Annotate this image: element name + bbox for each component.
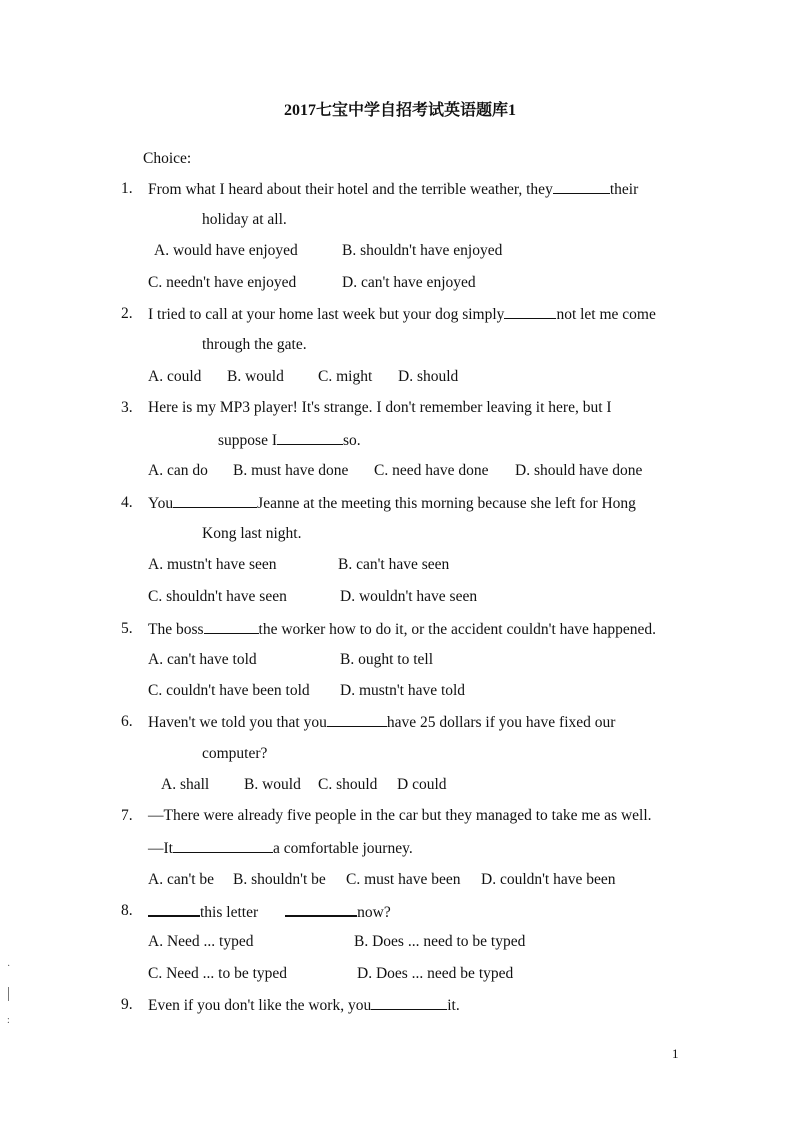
stem-continuation: holiday at all. xyxy=(202,211,287,228)
question-number: 2. xyxy=(121,305,133,322)
option-b: B. can't have seen xyxy=(338,556,450,573)
option-a: A. can do xyxy=(148,462,208,479)
option-d: D. couldn't have been xyxy=(481,871,616,888)
option-a: A. could xyxy=(148,368,202,385)
stem-part: The boss xyxy=(148,621,204,638)
option-b: B. must have done xyxy=(233,462,349,479)
option-b: B. would xyxy=(244,776,301,793)
question-text xyxy=(148,304,656,325)
stem-continuation: Kong last night. xyxy=(202,525,302,542)
option-b: B. shouldn't have enjoyed xyxy=(342,242,503,259)
stem-part: From what I heard about their hotel and the terrible weather, they xyxy=(148,181,553,198)
answer-blank xyxy=(327,712,387,727)
question-text: —There were already five people in the car but they managed to take me as well. xyxy=(148,807,652,824)
option-c: C. need have done xyxy=(374,462,489,479)
stem-part: the worker how to do it, or the accident couldn't have happened. xyxy=(258,621,657,638)
question-number: 4. xyxy=(121,494,133,511)
answer-blank xyxy=(371,995,447,1010)
option-b: B. ought to tell xyxy=(340,651,433,668)
answer-blank xyxy=(148,901,200,917)
option-d: D. can't have enjoyed xyxy=(342,274,476,291)
option-d: D. mustn't have told xyxy=(340,682,466,699)
question-text xyxy=(148,179,638,200)
answer-blank xyxy=(285,901,357,917)
option-c: C. should xyxy=(318,776,378,793)
option-b: B. Does ... need to be typed xyxy=(354,933,526,950)
stem-part: have 25 dollars if you have fixed our xyxy=(386,714,616,731)
stem-part: this letter xyxy=(200,904,259,921)
question-number: 3. xyxy=(121,399,133,416)
option-c: C. might xyxy=(318,368,373,385)
option-d: D could xyxy=(397,776,447,793)
stem-part: suppose I xyxy=(218,432,277,449)
question-text: Here is my MP3 player! It's strange. I don't remember leaving it here, but I xyxy=(148,399,612,416)
option-c: C. shouldn't have seen xyxy=(148,588,287,605)
option-b: B. would xyxy=(227,368,284,385)
stem-part: You xyxy=(148,495,174,512)
option-c: C. Need ... to be typed xyxy=(148,965,288,982)
answer-blank xyxy=(173,838,273,853)
option-a: A. shall xyxy=(161,776,210,793)
stem-part: now? xyxy=(357,904,391,921)
page-title: 2017七宝中学自招考试英语题库1 xyxy=(283,102,516,119)
question-text xyxy=(148,995,460,1016)
stem-part: Haven't we told you that you xyxy=(148,714,327,731)
answer-blank xyxy=(504,304,556,319)
answer-blank xyxy=(204,619,259,634)
stem-part: so. xyxy=(342,432,361,449)
question-number: 7. xyxy=(121,807,133,824)
question-text xyxy=(148,712,615,733)
question-text xyxy=(148,619,656,640)
option-a: A. can't be xyxy=(148,871,215,888)
answer-blank xyxy=(553,179,610,194)
question-number: 1. xyxy=(121,180,133,197)
margin-mark: · xyxy=(7,961,11,972)
page-number: 1 xyxy=(672,1046,679,1061)
option-d: D. wouldn't have seen xyxy=(340,588,478,605)
margin-mark: : xyxy=(7,1015,10,1026)
stem-part: —It xyxy=(148,840,173,857)
stem-part: it. xyxy=(447,997,460,1014)
option-d: D. should xyxy=(398,368,459,385)
margin-mark xyxy=(8,987,9,1001)
answer-blank xyxy=(277,430,343,445)
stem-part: Jeanne at the meeting this morning because she left for Hong xyxy=(257,495,636,512)
stem-part: their xyxy=(609,181,639,198)
stem-continuation xyxy=(218,430,361,451)
option-a: A. Need ... typed xyxy=(148,933,254,950)
option-c: C. needn't have enjoyed xyxy=(148,274,297,291)
stem-part: Even if you don't like the work, you xyxy=(148,997,372,1014)
option-c: C. must have been xyxy=(346,871,461,888)
option-c: C. couldn't have been told xyxy=(148,682,310,699)
question-number: 8. xyxy=(121,902,133,919)
option-a: A. would have enjoyed xyxy=(154,242,298,259)
stem-continuation: through the gate. xyxy=(202,336,307,353)
question-number: 9. xyxy=(121,996,133,1013)
stem-part: a comfortable journey. xyxy=(272,840,413,857)
question-text xyxy=(148,901,391,923)
section-label: Choice: xyxy=(143,150,192,167)
question-number: 5. xyxy=(121,620,133,637)
answer-blank xyxy=(173,493,257,508)
option-a: A. can't have told xyxy=(148,651,257,668)
option-d: D. Does ... need be typed xyxy=(357,965,514,982)
stem-continuation: computer? xyxy=(202,745,268,762)
question-number: 6. xyxy=(121,713,133,730)
question-text xyxy=(148,493,636,514)
stem-part: not let me come xyxy=(556,306,656,323)
option-a: A. mustn't have seen xyxy=(148,556,277,573)
stem-part: I tried to call at your home last week but your dog simply xyxy=(148,306,505,323)
stem-continuation xyxy=(148,838,413,859)
option-d: D. should have done xyxy=(515,462,643,479)
option-b: B. shouldn't be xyxy=(233,871,326,888)
